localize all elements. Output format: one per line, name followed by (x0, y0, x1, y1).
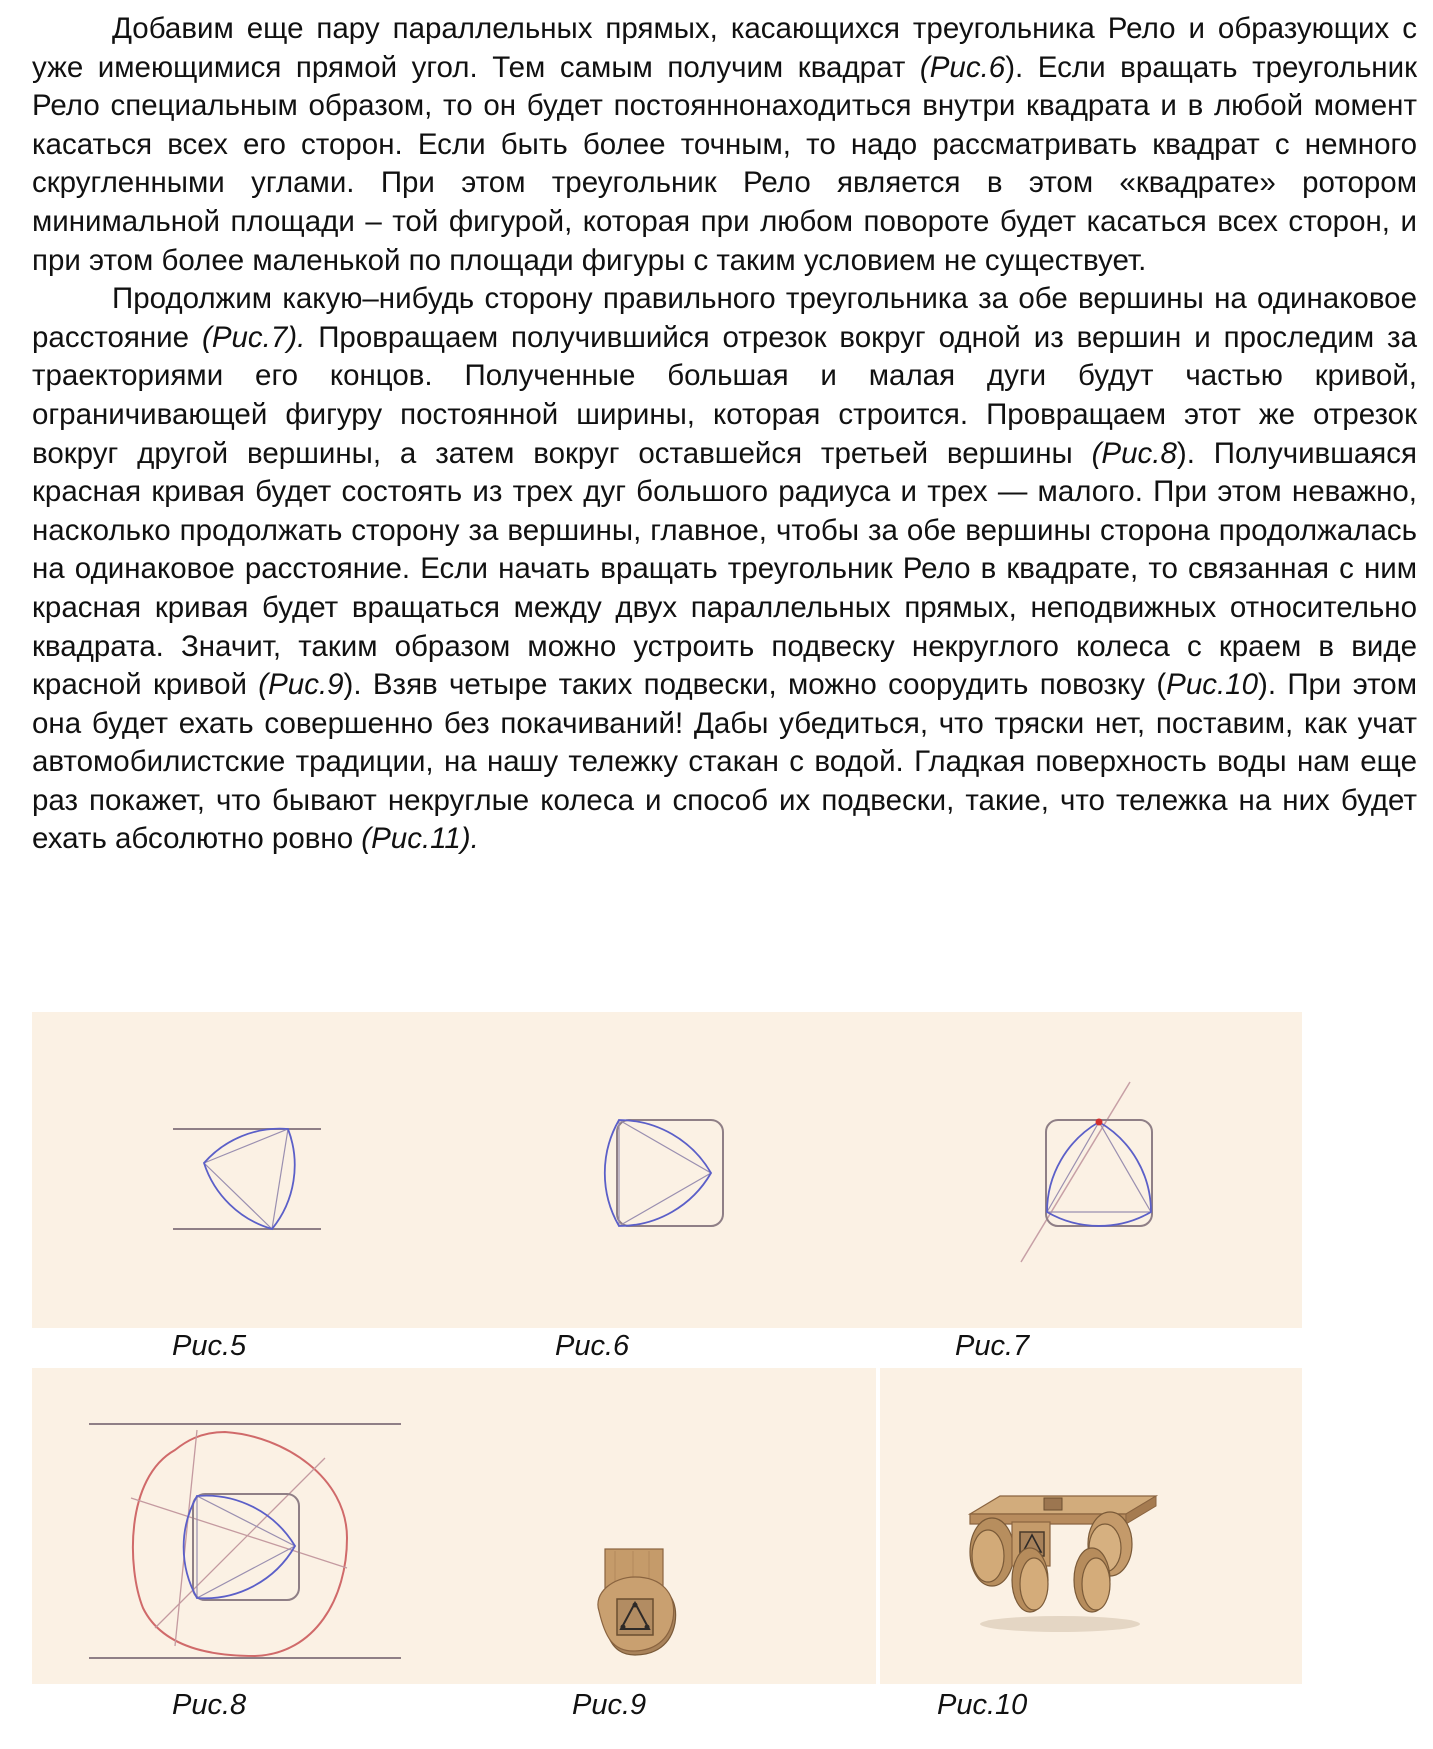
figure-9-wheel-suspension (585, 1545, 685, 1665)
figure-reference: Рис.10 (1166, 668, 1258, 702)
figure-reference: (Рис.9 (258, 668, 344, 702)
caption-figure-7: Рис.7 (955, 1330, 1030, 1362)
paragraph-text: ). При этом она будет ехать совершенно без покачиваний! Дабы убедиться, что тряски нет, поставим, как учат автомобилистские традиции, на нашу тележку стакан с водой. Гладкая поверхность воды нам еще раз покажет, что бывают некруглые колеса и способ их подвески, такие, что тележка на них будет ехать абсолютно ровно (32, 668, 1417, 856)
caption-figure-9: Рис.9 (572, 1689, 647, 1721)
paragraph-1 (32, 10, 1417, 280)
figure-reference: (Рис.6 (919, 50, 1006, 84)
paragraph-text: ). Взяв четыре таких подвески, можно соорудить повозку ( (343, 668, 1167, 702)
paragraph-text: Провращаем получившийся отрезок вокруг одной из вершин и проследим за траекториями его концов. Полученные большая и малая дуги будут частью кривой, ограничивающей фигуру постоянной ширины, которая строится. Провращаем этот же отрезок вокруг другой вершины, а затем вокруг оставшейся третьей вершины (32, 320, 1417, 470)
paragraph-text: ). Получившаяся красная кривая будет состоять из трех дуг большого радиуса и трех — малого. При этом неважно, насколько продолжать сторону за вершины, главное, чтобы за обе вершины сторона продолжалась на одинаковое расстояние. Если начать вращать треугольник Рело в квадрате, то связанная с ним красная кривая будет вращаться между двух параллельных прямых, неподвижных относительно квадрата. Значит, таким образом можно устроить подвеску некруглого колеса с краем в виде красной кривой (32, 436, 1417, 702)
figure-reference: (Рис.8 (1091, 436, 1177, 470)
paragraph-text: Добавим еще пару параллельных прямых, касающихся треугольника Рело и образующих с уже имеющимися прямой угол. Тем самым получим квадрат (32, 12, 1417, 84)
paragraph-text: ). Если вращать треугольник Рело специальным образом, то он будет постояннонаходиться внутри квадрата и в любой момент касаться всех его сторон. Если быть более точным, то надо рассматривать квадрат с немного скругленными углами. При этом треугольник Рело является в этом «квадрате» ротором минимальной площади – той фигурой, которая при любом повороте будет касаться всех сторон, и при этом более маленькой по площади фигуры с таким условием не существует. (32, 50, 1417, 277)
figure-reference: (Рис.7). (202, 320, 306, 354)
caption-figure-8: Рис.8 (172, 1689, 247, 1721)
figure-reference: (Рис.11). (361, 822, 479, 856)
caption-figure-10: Рис.10 (937, 1689, 1028, 1721)
caption-figure-6: Рис.6 (555, 1330, 630, 1362)
figure-5-reuleaux-between-lines (165, 1115, 325, 1245)
figure-10-cart (960, 1490, 1160, 1640)
figure-6-reuleaux-in-square (615, 1118, 727, 1230)
body-text (32, 10, 1417, 859)
figure-8-constant-width-curve (85, 1418, 405, 1668)
paragraph-text: Продолжим какую–нибудь сторону правильного треугольника за обе вершины на одинаковое расстояние (32, 282, 1417, 354)
figure-7-extended-side (1015, 1078, 1165, 1268)
caption-figure-5: Рис.5 (172, 1330, 247, 1362)
paragraph-2 (32, 280, 1417, 859)
